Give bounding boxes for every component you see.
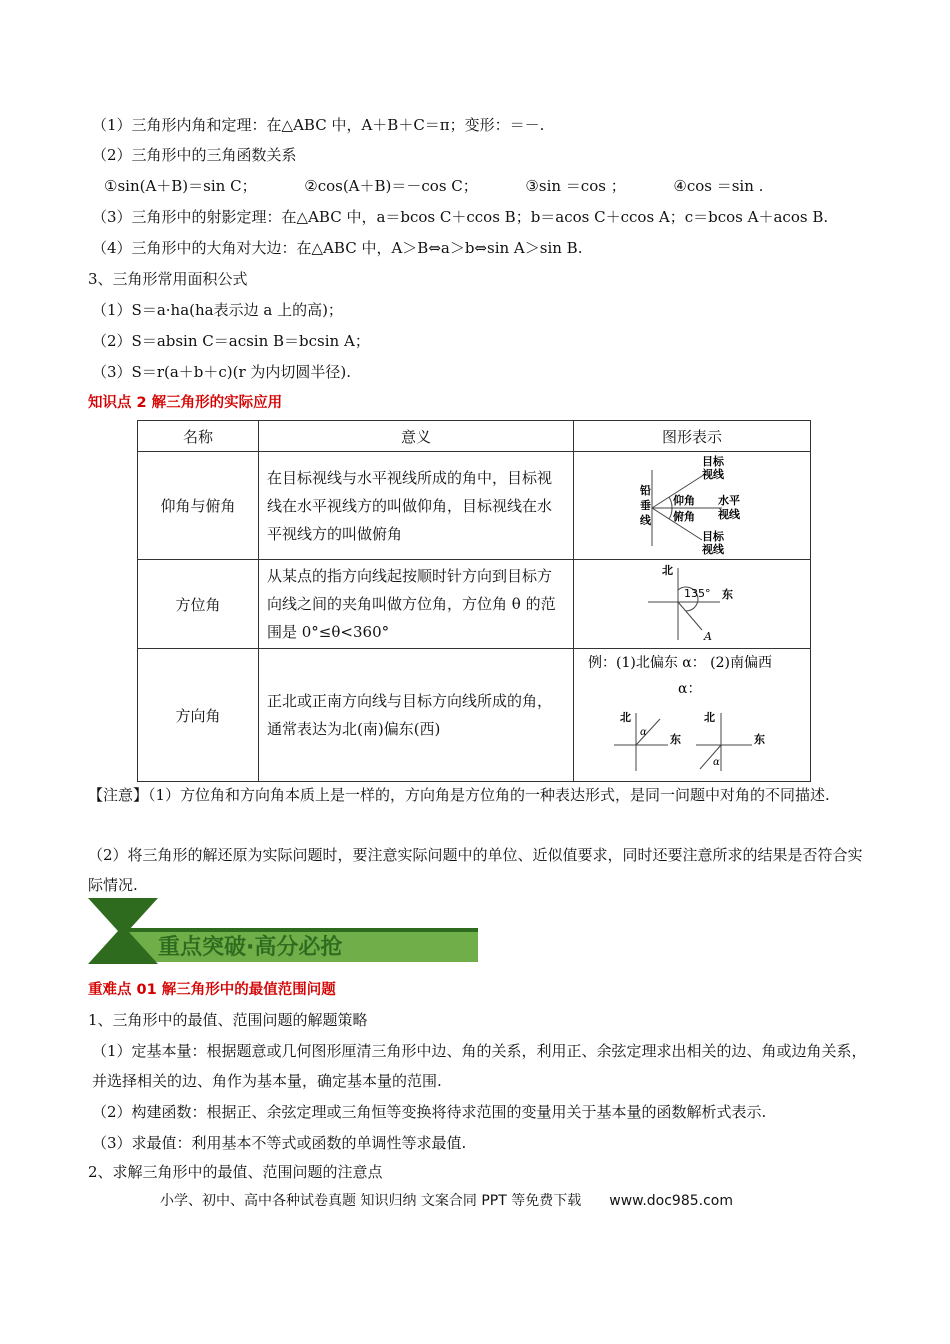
banner-graphic <box>88 898 478 964</box>
text-line-6: 3、三角形常用面积公式 <box>88 270 248 288</box>
strategy-paragraph-1: （1）定基本量：根据题意或几何图形厘清三角形中边、角的关系，利用正、余弦定理求出相关的边、角或边角关系，并选择相关的边、角作为基本量，确定基本量的范围. <box>92 1042 867 1090</box>
fig3-east-2: 东 <box>754 733 765 746</box>
text-line-2: （2）三角形中的三角函数关系 <box>92 146 297 164</box>
fig3-east-1: 东 <box>670 733 681 746</box>
label-east: 东 <box>722 588 733 601</box>
fig3-alpha-1: α <box>640 727 647 738</box>
label-plumb-3: 线 <box>640 514 651 527</box>
banner-text: 重点突破·高分必抢 <box>158 935 343 960</box>
fig3-caption-2: α： <box>678 681 702 697</box>
text-line-8: （2）S＝absin C＝acsin B＝bcsin A； <box>92 332 370 350</box>
fig3-caption-1: 例：(1)北偏东 α： (2)南偏西 <box>588 655 773 671</box>
row-meaning-direction: 正北或正南方向线与目标方向线所成的角，通常表达为北(南)偏东(西) <box>259 649 574 782</box>
azimuth-diagram <box>574 560 810 648</box>
label-target-top-1: 目标 <box>702 455 724 468</box>
page-footer <box>160 1190 733 1210</box>
row-meaning-elevation: 在目标视线与水平视线所成的角中，目标视线在水平视线方的叫做仰角，目标视线在水平视线方的叫做俯角 <box>259 452 574 560</box>
last-line: 2、求解三角形中的最值、范围问题的注意点 <box>88 1163 383 1181</box>
section-heading-2: 知识点 2 解三角形的实际应用 <box>88 395 283 411</box>
label-horizontal-1: 水平 <box>718 494 740 507</box>
row-meaning-azimuth: 从某点的指方向线起按顺时针方向到目标方向线之间的夹角叫做方位角，方位角 θ 的范围是 0°≤θ<360° <box>259 560 574 649</box>
note-paragraph-2: （2）将三角形的解还原为实际问题时，要注意实际问题中的单位、近似值要求，同时还要注意所求的结果是否符合实际情况. <box>88 846 863 894</box>
strategy-title: 1、三角形中的最值、范围问题的解题策略 <box>88 1011 368 1029</box>
label-135: 135° <box>684 587 711 600</box>
table-header-name: 名称 <box>138 421 259 452</box>
section-banner <box>88 898 478 964</box>
text-line-9: （3）S＝r(a＋b＋c)(r 为内切圆半径). <box>92 363 352 381</box>
table-header-figure: 图形表示 <box>574 421 811 452</box>
label-point-a: A <box>704 630 712 643</box>
label-target-top-2: 视线 <box>702 468 724 481</box>
row-name-azimuth: 方位角 <box>138 560 259 649</box>
text-line-3: ①sin(A＋B)＝sin C； ②cos(A＋B)＝－cos C； ③sin ＝cos ； ④cos ＝sin . <box>104 177 764 195</box>
knowledge-table <box>137 420 811 782</box>
footer-text: 小学、初中、高中各种试卷真题 知识归纳 文案合同 PPT 等免费下载 <box>160 1193 582 1209</box>
figure-azimuth <box>574 560 811 649</box>
fig3-north-1: 北 <box>620 711 631 724</box>
row-name-direction: 方向角 <box>138 649 259 782</box>
text-line-5: （4）三角形中的大角对大边：在△ABC 中，A＞B⇔a＞b⇔sin A＞sin B. <box>92 239 583 257</box>
label-plumb-2: 垂 <box>640 499 651 512</box>
label-target-bottom-2: 视线 <box>702 543 724 556</box>
text-line-7: （1）S＝a·ha(ha表示边 a 上的高)； <box>92 301 343 319</box>
elevation-diagram <box>574 452 810 559</box>
label-north: 北 <box>662 564 673 577</box>
strategy-paragraph-3: （3）求最值：利用基本不等式或函数的单调性等求最值. <box>92 1134 467 1152</box>
fig3-alpha-2: α <box>713 757 720 768</box>
label-horizontal-2: 视线 <box>718 508 740 521</box>
text-line-4: （3）三角形中的射影定理：在△ABC 中，a＝bcos C＋ccos B；b＝acos C＋ccos A；c＝bcos A＋acos B. <box>92 208 829 226</box>
label-elevation: 仰角 <box>673 494 695 507</box>
fig3-north-2: 北 <box>704 711 715 724</box>
table-header-meaning: 意义 <box>259 421 574 452</box>
figure-direction-angle <box>574 649 811 782</box>
direction-diagram <box>574 649 810 781</box>
note-paragraph-1: 【注意】（1）方位角和方向角本质上是一样的，方向角是方位角的一种表达形式，是同一问题中对角的不同描述. <box>88 786 830 804</box>
strategy-paragraph-2: （2）构建函数：根据正、余弦定理或三角恒等变换将待求范围的变量用关于基本量的函数解析式表示. <box>92 1103 767 1121</box>
label-plumb-1: 铅 <box>640 484 651 497</box>
figure-elevation-depression <box>574 452 811 560</box>
label-depression: 俯角 <box>673 510 695 523</box>
row-name-elevation: 仰角与俯角 <box>138 452 259 560</box>
footer-url[interactable]: www.doc985.com <box>609 1193 733 1209</box>
section-heading-3: 重难点 01 解三角形中的最值范围问题 <box>88 982 336 998</box>
text-line-1: （1）三角形内角和定理：在△ABC 中，A＋B＋C＝π；变形：＝－. <box>92 116 545 134</box>
label-target-bottom-1: 目标 <box>702 530 724 543</box>
